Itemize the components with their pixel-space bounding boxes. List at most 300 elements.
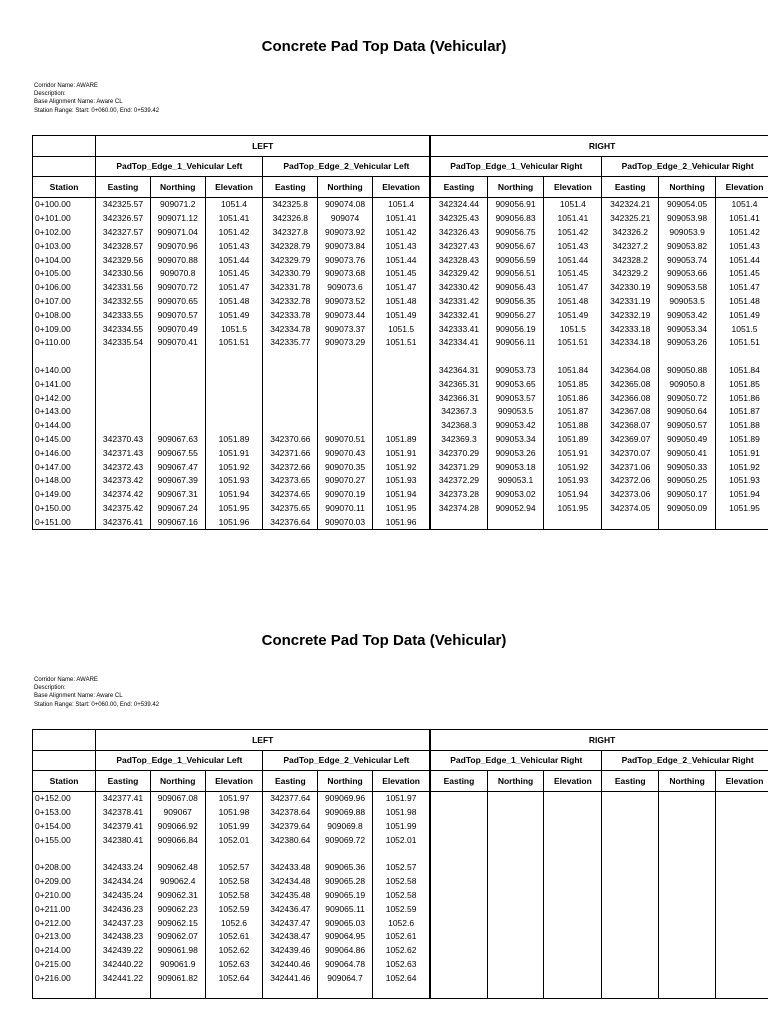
- table-cell: 342441.46: [263, 971, 318, 985]
- table-cell: 342373.28: [430, 487, 487, 501]
- station-cell: 0+101.00: [33, 211, 96, 225]
- table-cell: 909070.11: [318, 501, 373, 515]
- table-cell: 909056.19: [487, 322, 544, 336]
- table-cell: 342439.46: [263, 943, 318, 957]
- table-cell: 909073.68: [318, 266, 373, 280]
- table-cell: [715, 860, 768, 874]
- group-header-row: [33, 730, 768, 751]
- table-cell: [96, 985, 151, 999]
- table-row: [33, 225, 768, 239]
- station-cell: 0+142.00: [33, 391, 96, 405]
- table-cell: 342374.28: [430, 501, 487, 515]
- table-cell: 909056.11: [487, 335, 544, 349]
- table-cell: 1051.97: [372, 791, 430, 805]
- table-cell: 1052.01: [205, 833, 263, 847]
- table-cell: 342438.47: [263, 929, 318, 943]
- table-row: [33, 874, 768, 888]
- column-header: Northing: [150, 771, 205, 792]
- table-cell: [487, 971, 544, 985]
- table-cell: 1052.62: [205, 943, 263, 957]
- table-cell: 909061.9: [150, 957, 205, 971]
- table-cell: 342371.43: [96, 446, 151, 460]
- table-cell: 342434.48: [263, 874, 318, 888]
- table-cell: 1051.92: [205, 460, 263, 474]
- table-cell: 909056.91: [487, 197, 544, 211]
- column-header: Northing: [487, 177, 544, 198]
- edge-header: PadTop_Edge_1_Vehicular Right: [430, 750, 602, 771]
- table-cell: 1051.5: [372, 322, 430, 336]
- table-cell: [659, 943, 716, 957]
- table-cell: 1051.4: [372, 197, 430, 211]
- table-cell: 1051.42: [715, 225, 768, 239]
- table-cell: 342370.29: [430, 446, 487, 460]
- table-cell: 342436.47: [263, 902, 318, 916]
- table-cell: 1051.88: [544, 418, 602, 432]
- table-cell: 909053.66: [659, 266, 716, 280]
- table-cell: [487, 902, 544, 916]
- table-cell: 909062.15: [150, 916, 205, 930]
- table-cell: 342371.29: [430, 460, 487, 474]
- table-cell: 1052.61: [372, 929, 430, 943]
- table-cell: 342433.24: [96, 860, 151, 874]
- table-cell: 909053.98: [659, 211, 716, 225]
- table-cell: [150, 363, 205, 377]
- blank-row: [33, 349, 768, 363]
- group-right-header: RIGHT: [430, 730, 768, 751]
- description: Description:: [34, 685, 66, 692]
- table-cell: [263, 418, 318, 432]
- table-row: [33, 266, 768, 280]
- table-cell: 1052.64: [205, 971, 263, 985]
- table-cell: 1051.84: [544, 363, 602, 377]
- table-cell: [263, 377, 318, 391]
- table-cell: 342377.41: [96, 791, 151, 805]
- table-cell: [715, 902, 768, 916]
- table-cell: 909053.18: [487, 460, 544, 474]
- table-cell: [487, 874, 544, 888]
- edge-header: PadTop_Edge_1_Vehicular Right: [430, 156, 602, 177]
- table-cell: 909070.57: [150, 308, 205, 322]
- table-cell: [544, 860, 602, 874]
- table-row: [33, 363, 768, 377]
- table-cell: [263, 404, 318, 418]
- table-cell: 909053.73: [487, 363, 544, 377]
- table-cell: 909061.98: [150, 943, 205, 957]
- table-row: [33, 916, 768, 930]
- table-cell: 342329.42: [430, 266, 487, 280]
- table-cell: 342367.08: [602, 404, 659, 418]
- table-cell: 909056.51: [487, 266, 544, 280]
- table-cell: 909067.47: [150, 460, 205, 474]
- table-cell: 342372.29: [430, 473, 487, 487]
- table-cell: 342365.08: [602, 377, 659, 391]
- table-cell: [263, 349, 318, 363]
- table-cell: 342369.07: [602, 432, 659, 446]
- table-cell: 1051.87: [544, 404, 602, 418]
- station-cell: 0+108.00: [33, 308, 96, 322]
- table-cell: 909065.11: [318, 902, 373, 916]
- table-cell: [659, 929, 716, 943]
- table-cell: 1051.91: [715, 446, 768, 460]
- table-cell: [318, 418, 373, 432]
- table-row: [33, 377, 768, 391]
- station-range: Station Range: Start: 0+060.00, End: 0+539.42: [34, 701, 160, 708]
- table-cell: 909050.41: [659, 446, 716, 460]
- station-cell: 0+155.00: [33, 833, 96, 847]
- table-cell: [659, 833, 716, 847]
- table-cell: [659, 847, 716, 861]
- table-cell: [715, 791, 768, 805]
- table-cell: 909050.33: [659, 460, 716, 474]
- table-cell: 1051.96: [372, 515, 430, 529]
- table-row: [33, 197, 768, 211]
- table-cell: 909053.9: [659, 225, 716, 239]
- table-cell: 909067.63: [150, 432, 205, 446]
- table-cell: 342325.57: [96, 197, 151, 211]
- edge-header: PadTop_Edge_2_Vehicular Right: [602, 750, 768, 771]
- table-cell: [487, 791, 544, 805]
- column-header: Station: [33, 771, 96, 792]
- table-cell: [659, 957, 716, 971]
- table-cell: [96, 404, 151, 418]
- table-cell: 909064.86: [318, 943, 373, 957]
- table-cell: [715, 929, 768, 943]
- table-cell: 1051.47: [715, 280, 768, 294]
- table-cell: 909064.78: [318, 957, 373, 971]
- station-cell: 0+143.00: [33, 404, 96, 418]
- table-cell: [602, 985, 659, 999]
- table-cell: [372, 418, 430, 432]
- table-cell: [659, 888, 716, 902]
- table-cell: 1051.45: [372, 266, 430, 280]
- table-row: [33, 418, 768, 432]
- table-cell: 909056.75: [487, 225, 544, 239]
- table-cell: 1051.44: [544, 253, 602, 267]
- table-cell: 342333.18: [602, 322, 659, 336]
- table-row: [33, 335, 768, 349]
- table-cell: 909050.8: [659, 377, 716, 391]
- table-cell: 342332.19: [602, 308, 659, 322]
- table-cell: 1051.45: [205, 266, 263, 280]
- table-cell: 1051.4: [715, 197, 768, 211]
- station-cell: 0+154.00: [33, 819, 96, 833]
- table-cell: [263, 391, 318, 405]
- table-row: [33, 833, 768, 847]
- table-cell: 909069.72: [318, 833, 373, 847]
- edge-header: PadTop_Edge_2_Vehicular Right: [602, 156, 768, 177]
- table-cell: 1051.5: [715, 322, 768, 336]
- table-cell: 342375.65: [263, 501, 318, 515]
- table-cell: 342328.2: [602, 253, 659, 267]
- table-cell: [602, 847, 659, 861]
- station-cell: 0+216.00: [33, 971, 96, 985]
- table-cell: 1052.6: [372, 916, 430, 930]
- table-row: [33, 432, 768, 446]
- station-cell: 0+147.00: [33, 460, 96, 474]
- station-cell: 0+211.00: [33, 902, 96, 916]
- table-cell: [715, 916, 768, 930]
- table-row: [33, 391, 768, 405]
- table-cell: [715, 888, 768, 902]
- table-cell: [602, 349, 659, 363]
- table-cell: 342330.56: [96, 266, 151, 280]
- table-row: [33, 294, 768, 308]
- station-cell: 0+151.00: [33, 515, 96, 529]
- column-header: Northing: [150, 177, 205, 198]
- table-cell: 342325.21: [602, 211, 659, 225]
- table-cell: [487, 860, 544, 874]
- table-cell: 1051.95: [715, 501, 768, 515]
- table-cell: 342376.41: [96, 515, 151, 529]
- table-cell: 342326.8: [263, 211, 318, 225]
- table-cell: 342370.66: [263, 432, 318, 446]
- table-cell: [150, 847, 205, 861]
- table-cell: [430, 847, 487, 861]
- table-cell: 1051.49: [715, 308, 768, 322]
- table-cell: [544, 791, 602, 805]
- table-cell: [602, 874, 659, 888]
- report-metadata: [34, 82, 159, 115]
- blank-row: [33, 847, 768, 861]
- table-cell: 909074.08: [318, 197, 373, 211]
- table-cell: 342368.07: [602, 418, 659, 432]
- table-cell: [659, 860, 716, 874]
- column-header: Elevation: [544, 771, 602, 792]
- table-row: [33, 860, 768, 874]
- table-cell: [544, 943, 602, 957]
- table-cell: 909071.04: [150, 225, 205, 239]
- corridor-name: Corridor Name: AWARE: [34, 677, 98, 683]
- station-cell: [33, 349, 96, 363]
- table-cell: 342379.41: [96, 819, 151, 833]
- table-cell: [659, 805, 716, 819]
- table-cell: 909067.31: [150, 487, 205, 501]
- table-cell: 909062.23: [150, 902, 205, 916]
- table-row: [33, 460, 768, 474]
- table-cell: 342331.56: [96, 280, 151, 294]
- table-cell: [544, 515, 602, 529]
- table-cell: 342334.55: [96, 322, 151, 336]
- table-cell: 342440.46: [263, 957, 318, 971]
- station-cell: 0+107.00: [33, 294, 96, 308]
- column-header: Northing: [659, 771, 716, 792]
- table-cell: [602, 819, 659, 833]
- table-row: [33, 805, 768, 819]
- table-cell: 342372.43: [96, 460, 151, 474]
- table-cell: 909056.27: [487, 308, 544, 322]
- table-cell: 342326.57: [96, 211, 151, 225]
- table-cell: [205, 847, 263, 861]
- table-cell: 1051.48: [544, 294, 602, 308]
- table-cell: 342333.41: [430, 322, 487, 336]
- corner-cell: [33, 730, 96, 751]
- column-header: Elevation: [715, 771, 768, 792]
- station-cell: 0+214.00: [33, 943, 96, 957]
- table-cell: 1051.94: [205, 487, 263, 501]
- table-cell: 342364.08: [602, 363, 659, 377]
- column-header: Elevation: [205, 771, 263, 792]
- table-cell: [659, 902, 716, 916]
- table-cell: [96, 349, 151, 363]
- table-cell: 1052.59: [205, 902, 263, 916]
- table-row: [33, 308, 768, 322]
- table-cell: [430, 888, 487, 902]
- table-cell: 342325.8: [263, 197, 318, 211]
- column-header: Easting: [263, 177, 318, 198]
- table-cell: 909050.49: [659, 432, 716, 446]
- table-cell: [372, 377, 430, 391]
- table-cell: 342370.43: [96, 432, 151, 446]
- table-cell: 342368.3: [430, 418, 487, 432]
- column-header: Elevation: [205, 177, 263, 198]
- table-cell: [430, 929, 487, 943]
- station-cell: 0+148.00: [33, 473, 96, 487]
- table-cell: 1051.85: [544, 377, 602, 391]
- table-cell: [715, 805, 768, 819]
- table-cell: 909067.16: [150, 515, 205, 529]
- table-cell: 909070.49: [150, 322, 205, 336]
- table-cell: 342327.8: [263, 225, 318, 239]
- station-cell: 0+104.00: [33, 253, 96, 267]
- table-cell: 342329.56: [96, 253, 151, 267]
- table-cell: 1051.41: [372, 211, 430, 225]
- table-cell: 342335.54: [96, 335, 151, 349]
- table-cell: 1051.89: [372, 432, 430, 446]
- table-cell: [487, 833, 544, 847]
- table-row: [33, 404, 768, 418]
- table-cell: [318, 377, 373, 391]
- station-cell: 0+210.00: [33, 888, 96, 902]
- table-cell: 1051.94: [372, 487, 430, 501]
- station-cell: 0+212.00: [33, 916, 96, 930]
- table-cell: [205, 377, 263, 391]
- table-cell: 342434.24: [96, 874, 151, 888]
- table-cell: [318, 985, 373, 999]
- table-cell: [430, 805, 487, 819]
- column-header: Elevation: [544, 177, 602, 198]
- table-cell: [430, 819, 487, 833]
- table-cell: 909050.09: [659, 501, 716, 515]
- table-cell: 342366.31: [430, 391, 487, 405]
- table-cell: 909069.8: [318, 819, 373, 833]
- table-cell: 342324.44: [430, 197, 487, 211]
- table-cell: 1051.91: [372, 446, 430, 460]
- table-cell: [659, 985, 716, 999]
- table-cell: 342366.08: [602, 391, 659, 405]
- table-cell: 1051.43: [715, 239, 768, 253]
- table-cell: [715, 985, 768, 999]
- table-cell: 1051.89: [205, 432, 263, 446]
- table-cell: 342330.19: [602, 280, 659, 294]
- table-cell: 909069.96: [318, 791, 373, 805]
- table-cell: 342374.05: [602, 501, 659, 515]
- table-cell: [96, 363, 151, 377]
- group-left-header: LEFT: [96, 136, 431, 157]
- table-cell: 909053.65: [487, 377, 544, 391]
- table-cell: 909067.24: [150, 501, 205, 515]
- station-cell: 0+213.00: [33, 929, 96, 943]
- table-cell: 909056.59: [487, 253, 544, 267]
- table-cell: [487, 943, 544, 957]
- table-cell: 1051.99: [372, 819, 430, 833]
- table-cell: 1051.48: [205, 294, 263, 308]
- table-cell: [659, 916, 716, 930]
- table-cell: 1051.48: [715, 294, 768, 308]
- description: Description:: [34, 91, 66, 98]
- edge-header-row: [33, 156, 768, 177]
- table-cell: 1051.51: [544, 335, 602, 349]
- table-cell: 1051.49: [205, 308, 263, 322]
- table-cell: [715, 957, 768, 971]
- group-right-header: RIGHT: [430, 136, 768, 157]
- table-cell: 1051.91: [205, 446, 263, 460]
- table-cell: [263, 847, 318, 861]
- table-cell: 909053.5: [659, 294, 716, 308]
- table-cell: 342331.42: [430, 294, 487, 308]
- table-row: [33, 888, 768, 902]
- table-row: [33, 902, 768, 916]
- table-cell: 909070.19: [318, 487, 373, 501]
- table-cell: 909070.43: [318, 446, 373, 460]
- table-cell: 1051.95: [544, 501, 602, 515]
- table-cell: 909053.26: [487, 446, 544, 460]
- table-cell: 342370.07: [602, 446, 659, 460]
- table-cell: [430, 902, 487, 916]
- table-cell: [544, 929, 602, 943]
- table-cell: 1051.95: [372, 501, 430, 515]
- table-cell: 909050.88: [659, 363, 716, 377]
- table-cell: 1051.44: [205, 253, 263, 267]
- table-cell: 909056.83: [487, 211, 544, 225]
- table-row: [33, 280, 768, 294]
- table-cell: 909070.35: [318, 460, 373, 474]
- table-cell: 1051.89: [715, 432, 768, 446]
- station-cell: 0+152.00: [33, 791, 96, 805]
- table-cell: [544, 819, 602, 833]
- table-cell: [318, 404, 373, 418]
- station-cell: 0+106.00: [33, 280, 96, 294]
- table-cell: 909067.55: [150, 446, 205, 460]
- table-cell: [715, 874, 768, 888]
- table-cell: 342333.55: [96, 308, 151, 322]
- table-cell: 342441.22: [96, 971, 151, 985]
- table-cell: [544, 985, 602, 999]
- table-cell: 342328.57: [96, 239, 151, 253]
- table-cell: [372, 349, 430, 363]
- column-header-row: [33, 177, 768, 198]
- table-cell: 1051.98: [205, 805, 263, 819]
- table-cell: [602, 833, 659, 847]
- station-cell: 0+105.00: [33, 266, 96, 280]
- table-cell: 342375.42: [96, 501, 151, 515]
- table-cell: [602, 902, 659, 916]
- table-cell: 1051.41: [544, 211, 602, 225]
- pad-top-table: [32, 135, 768, 530]
- table-row: [33, 473, 768, 487]
- table-cell: 1051.44: [715, 253, 768, 267]
- column-header: Easting: [263, 771, 318, 792]
- table-cell: [430, 515, 487, 529]
- table-cell: 1052.61: [205, 929, 263, 943]
- table-cell: 1051.4: [205, 197, 263, 211]
- table-cell: [544, 971, 602, 985]
- table-cell: 342329.2: [602, 266, 659, 280]
- table-cell: 909050.57: [659, 418, 716, 432]
- table-row: [33, 929, 768, 943]
- table-cell: 1052.64: [372, 971, 430, 985]
- table-cell: 1052.58: [372, 874, 430, 888]
- table-cell: 1051.41: [205, 211, 263, 225]
